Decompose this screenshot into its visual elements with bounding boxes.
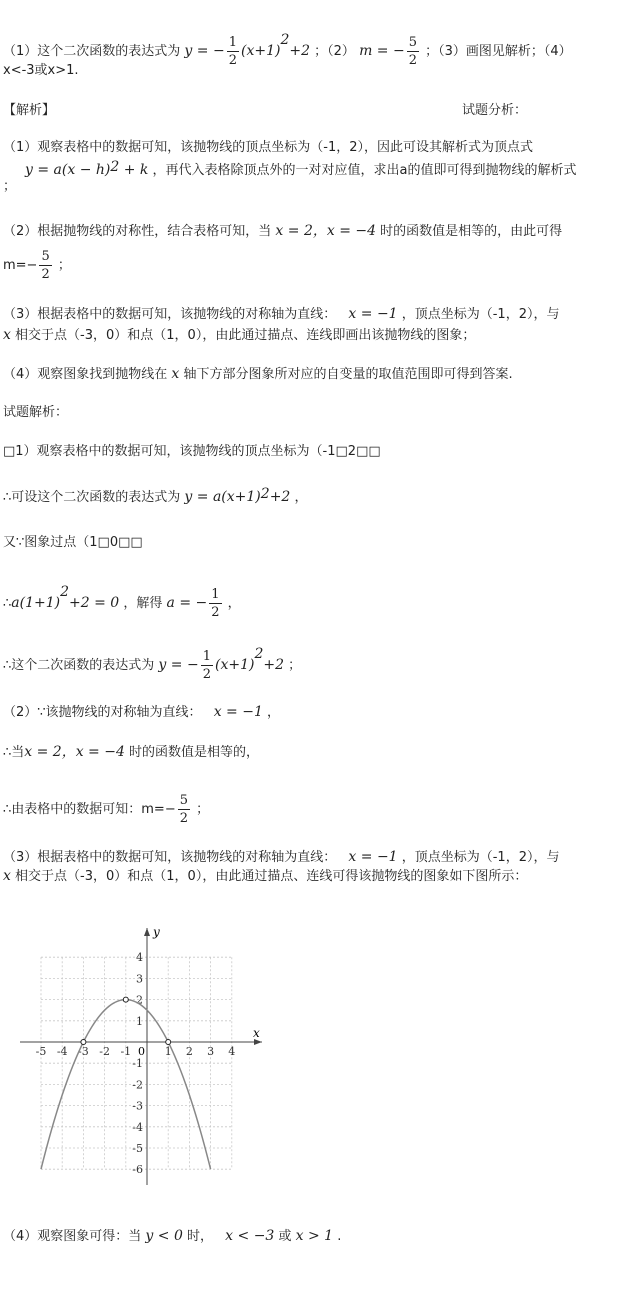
a2-line2 xyxy=(3,248,71,283)
x-tick-label: 4 xyxy=(228,1045,236,1058)
solution-heading: 试题解析： xyxy=(3,405,69,420)
s2-tail: +2 xyxy=(269,489,291,505)
s2-pre: ∴可设这个二次函数的表达式为 xyxy=(3,490,181,505)
s9-pre: （3）根据表格中的数据可知，该抛物线的对称轴为直线： xyxy=(3,850,337,865)
answer-sep1: ；（2） xyxy=(314,44,355,59)
eq1-num: 1 xyxy=(228,35,237,50)
s4-line xyxy=(3,586,241,621)
marked-point xyxy=(81,1040,86,1045)
s2-end: ， xyxy=(294,490,308,505)
a3-eq: x = −1 xyxy=(348,306,398,322)
s4-pre: ∴ xyxy=(3,596,12,611)
analysis-heading-right: 试题分析： xyxy=(462,103,528,118)
s5-den: 2 xyxy=(202,667,211,682)
s9-eq: x = −1 xyxy=(348,849,398,865)
s5-eq2: (x+1) xyxy=(214,657,255,673)
marked-point xyxy=(166,1040,171,1045)
s4-a: a = − xyxy=(166,595,208,611)
s4-end: ， xyxy=(227,596,241,611)
a4-post: 轴下方部分图象所对应的自变量的取值范围即可得到答案. xyxy=(183,367,513,382)
s5-eq: y = − xyxy=(158,657,199,673)
marked-point xyxy=(123,997,128,1002)
s8-fraction xyxy=(178,792,190,827)
s5-tail: +2 xyxy=(263,657,285,673)
x-tick-label: -3 xyxy=(78,1045,89,1058)
s9-post: ，顶点坐标为（-1，2），与 xyxy=(401,850,560,865)
a1-eq: y = a(x − h) xyxy=(25,162,111,178)
analysis-heading: 【解析】 xyxy=(3,103,56,118)
y-tick-label: -1 xyxy=(132,1057,143,1071)
s6-eq: x = −1 xyxy=(213,704,263,720)
y-tick-label: 2 xyxy=(136,993,143,1007)
s4-num: 1 xyxy=(211,587,220,602)
s5-line xyxy=(3,648,301,683)
a1-line1: （1）观察表格中的数据可知，该抛物线的顶点坐标为（-1，2），因此可设其解析式为顶点式 xyxy=(3,140,534,155)
y-tick-label: -5 xyxy=(132,1142,143,1155)
origin-label: 0 xyxy=(138,1045,145,1058)
s2-line xyxy=(3,488,307,507)
x-tick-label: -1 xyxy=(120,1045,132,1058)
a2-line1 xyxy=(3,222,562,241)
s9-line2 xyxy=(3,867,527,886)
s1-line: □1）观察表格中的数据可知，该抛物线的顶点坐标为（-1□2□□ xyxy=(3,444,381,459)
y-tick-label: 1 xyxy=(136,1014,143,1028)
s6-line xyxy=(3,703,280,722)
eq2-fraction xyxy=(407,34,419,69)
s4-exp: 2 xyxy=(60,584,70,600)
s5-end: ； xyxy=(288,658,302,673)
eq1-paren: (x+1) xyxy=(240,43,281,59)
s6-end: ， xyxy=(267,705,281,720)
x-axis-label: x xyxy=(253,1026,260,1040)
s10-pre: （4）观察图象可得：当 xyxy=(3,1229,142,1244)
s4-mid: ，解得 xyxy=(123,596,163,611)
s10-eq3: x > 1 xyxy=(295,1228,334,1244)
s4-den: 2 xyxy=(211,605,220,620)
a4-pre: （4）观察图象找到抛物线在 xyxy=(3,367,168,382)
eq1-exp: 2 xyxy=(280,32,290,48)
s8-end: ； xyxy=(196,802,210,817)
a2-post: 时的函数值是相等的，由此可得 xyxy=(380,224,563,239)
y-axis-arrow xyxy=(144,928,150,936)
a3-line1 xyxy=(3,305,559,324)
a2-fraction xyxy=(39,248,51,283)
a2-eq: x = 2，x = −4 xyxy=(275,223,377,239)
s6-pre: （2）∵该抛物线的对称轴为直线： xyxy=(3,705,202,720)
x-tick-label: 2 xyxy=(185,1045,193,1058)
s10-line xyxy=(3,1227,341,1246)
s2-eq: y = a(x+1) xyxy=(184,489,261,505)
s9-text: 相交于点（-3，0）和点（1，0），由此通过描点、连线可得该抛物线的图象如下图所示： xyxy=(15,869,528,884)
s5-fraction xyxy=(201,648,213,683)
eq2-den: 2 xyxy=(408,53,417,68)
s4-fraction xyxy=(209,586,221,621)
a3-post: ，顶点坐标为（-1，2），与 xyxy=(401,307,560,322)
y-tick-label: -3 xyxy=(132,1099,143,1113)
a3-text: 相交于点（-3，0）和点（1，0），由此通过描点、连线即画出该抛物线的图象； xyxy=(15,328,476,343)
y-tick-label: -4 xyxy=(132,1120,143,1134)
answer-line xyxy=(3,34,572,69)
s7-post: 时的函数值是相等的， xyxy=(129,745,260,760)
eq2-num: 5 xyxy=(408,35,417,50)
s8-line xyxy=(3,792,209,827)
s9-line1 xyxy=(3,848,559,867)
a2-den: 2 xyxy=(41,267,50,282)
answer-sep2: ；（3）画图见解析；（4） xyxy=(425,44,572,59)
a1-eq-tail: + k xyxy=(119,162,149,178)
answer-part4: x<-3或x>1. xyxy=(3,63,79,78)
a3-line2 xyxy=(3,326,475,345)
a4-x: x xyxy=(171,366,180,382)
s8-pre: ∴由表格中的数据可知：m=− xyxy=(3,802,176,817)
a2-end: ； xyxy=(57,258,71,273)
a1-text: ，再代入表格除顶点外的一对对应值，求出a的值即可得到抛物线的解析式 xyxy=(152,163,577,178)
s10-eq1: y < 0 xyxy=(145,1228,183,1244)
answer-part1: （1）这个二次函数的表达式为 xyxy=(3,44,181,59)
x-tick-label: 3 xyxy=(207,1045,215,1058)
s7-eq: x = 2，x = −4 xyxy=(24,744,125,760)
x-tick-label: -2 xyxy=(99,1045,110,1058)
s4-eq: a(1+1) xyxy=(11,595,61,611)
s10-end: . xyxy=(337,1229,342,1244)
s9-x: x xyxy=(3,868,11,884)
s3-line: 又∵图象过点（1□0□□ xyxy=(3,535,143,550)
x-tick-label: -5 xyxy=(35,1045,47,1058)
s7-pre: ∴当 xyxy=(3,745,25,760)
s8-den: 2 xyxy=(179,811,189,826)
a1-semicolon: ； xyxy=(3,179,17,194)
eq2: m = − xyxy=(359,43,405,59)
y-tick-label: -2 xyxy=(132,1078,143,1092)
eq1-den: 2 xyxy=(228,53,237,68)
a4-line xyxy=(3,365,513,384)
a3-pre: （3）根据表格中的数据可知，该抛物线的对称轴为直线： xyxy=(3,307,337,322)
s10-mid: 时， xyxy=(187,1229,214,1244)
s4-tail: +2 = 0 xyxy=(69,595,120,611)
s7-line xyxy=(3,743,259,762)
graph-ticks xyxy=(36,951,236,1176)
eq1-tail: +2 xyxy=(289,43,311,59)
s5-num: 1 xyxy=(202,649,211,664)
y-tick-label: 3 xyxy=(136,972,143,986)
a3-x: x xyxy=(3,327,11,343)
x-tick-label: 1 xyxy=(164,1045,172,1058)
eq1-prefix: y = − xyxy=(184,43,225,59)
x-tick-label: -4 xyxy=(56,1045,68,1058)
a1-exp: 2 xyxy=(110,159,120,175)
a2-m: m=− xyxy=(3,258,38,273)
a2-pre: （2）根据抛物线的对称性，结合表格可知，当 xyxy=(3,224,272,239)
s5-exp: 2 xyxy=(254,646,264,662)
s10-eq2: x < −3 xyxy=(225,1228,275,1244)
y-tick-label: -6 xyxy=(132,1163,143,1177)
eq1-fraction xyxy=(227,34,239,69)
s2-exp: 2 xyxy=(260,486,270,502)
y-tick-label: 4 xyxy=(136,951,143,965)
parabola-graph xyxy=(0,920,300,1190)
a2-num: 5 xyxy=(41,249,50,264)
y-axis-label: y xyxy=(153,925,160,939)
s10-or: 或 xyxy=(278,1229,292,1244)
a1-line2 xyxy=(3,161,577,180)
s5-pre: ∴这个二次函数的表达式为 xyxy=(3,658,155,673)
s8-num: 5 xyxy=(179,793,189,808)
